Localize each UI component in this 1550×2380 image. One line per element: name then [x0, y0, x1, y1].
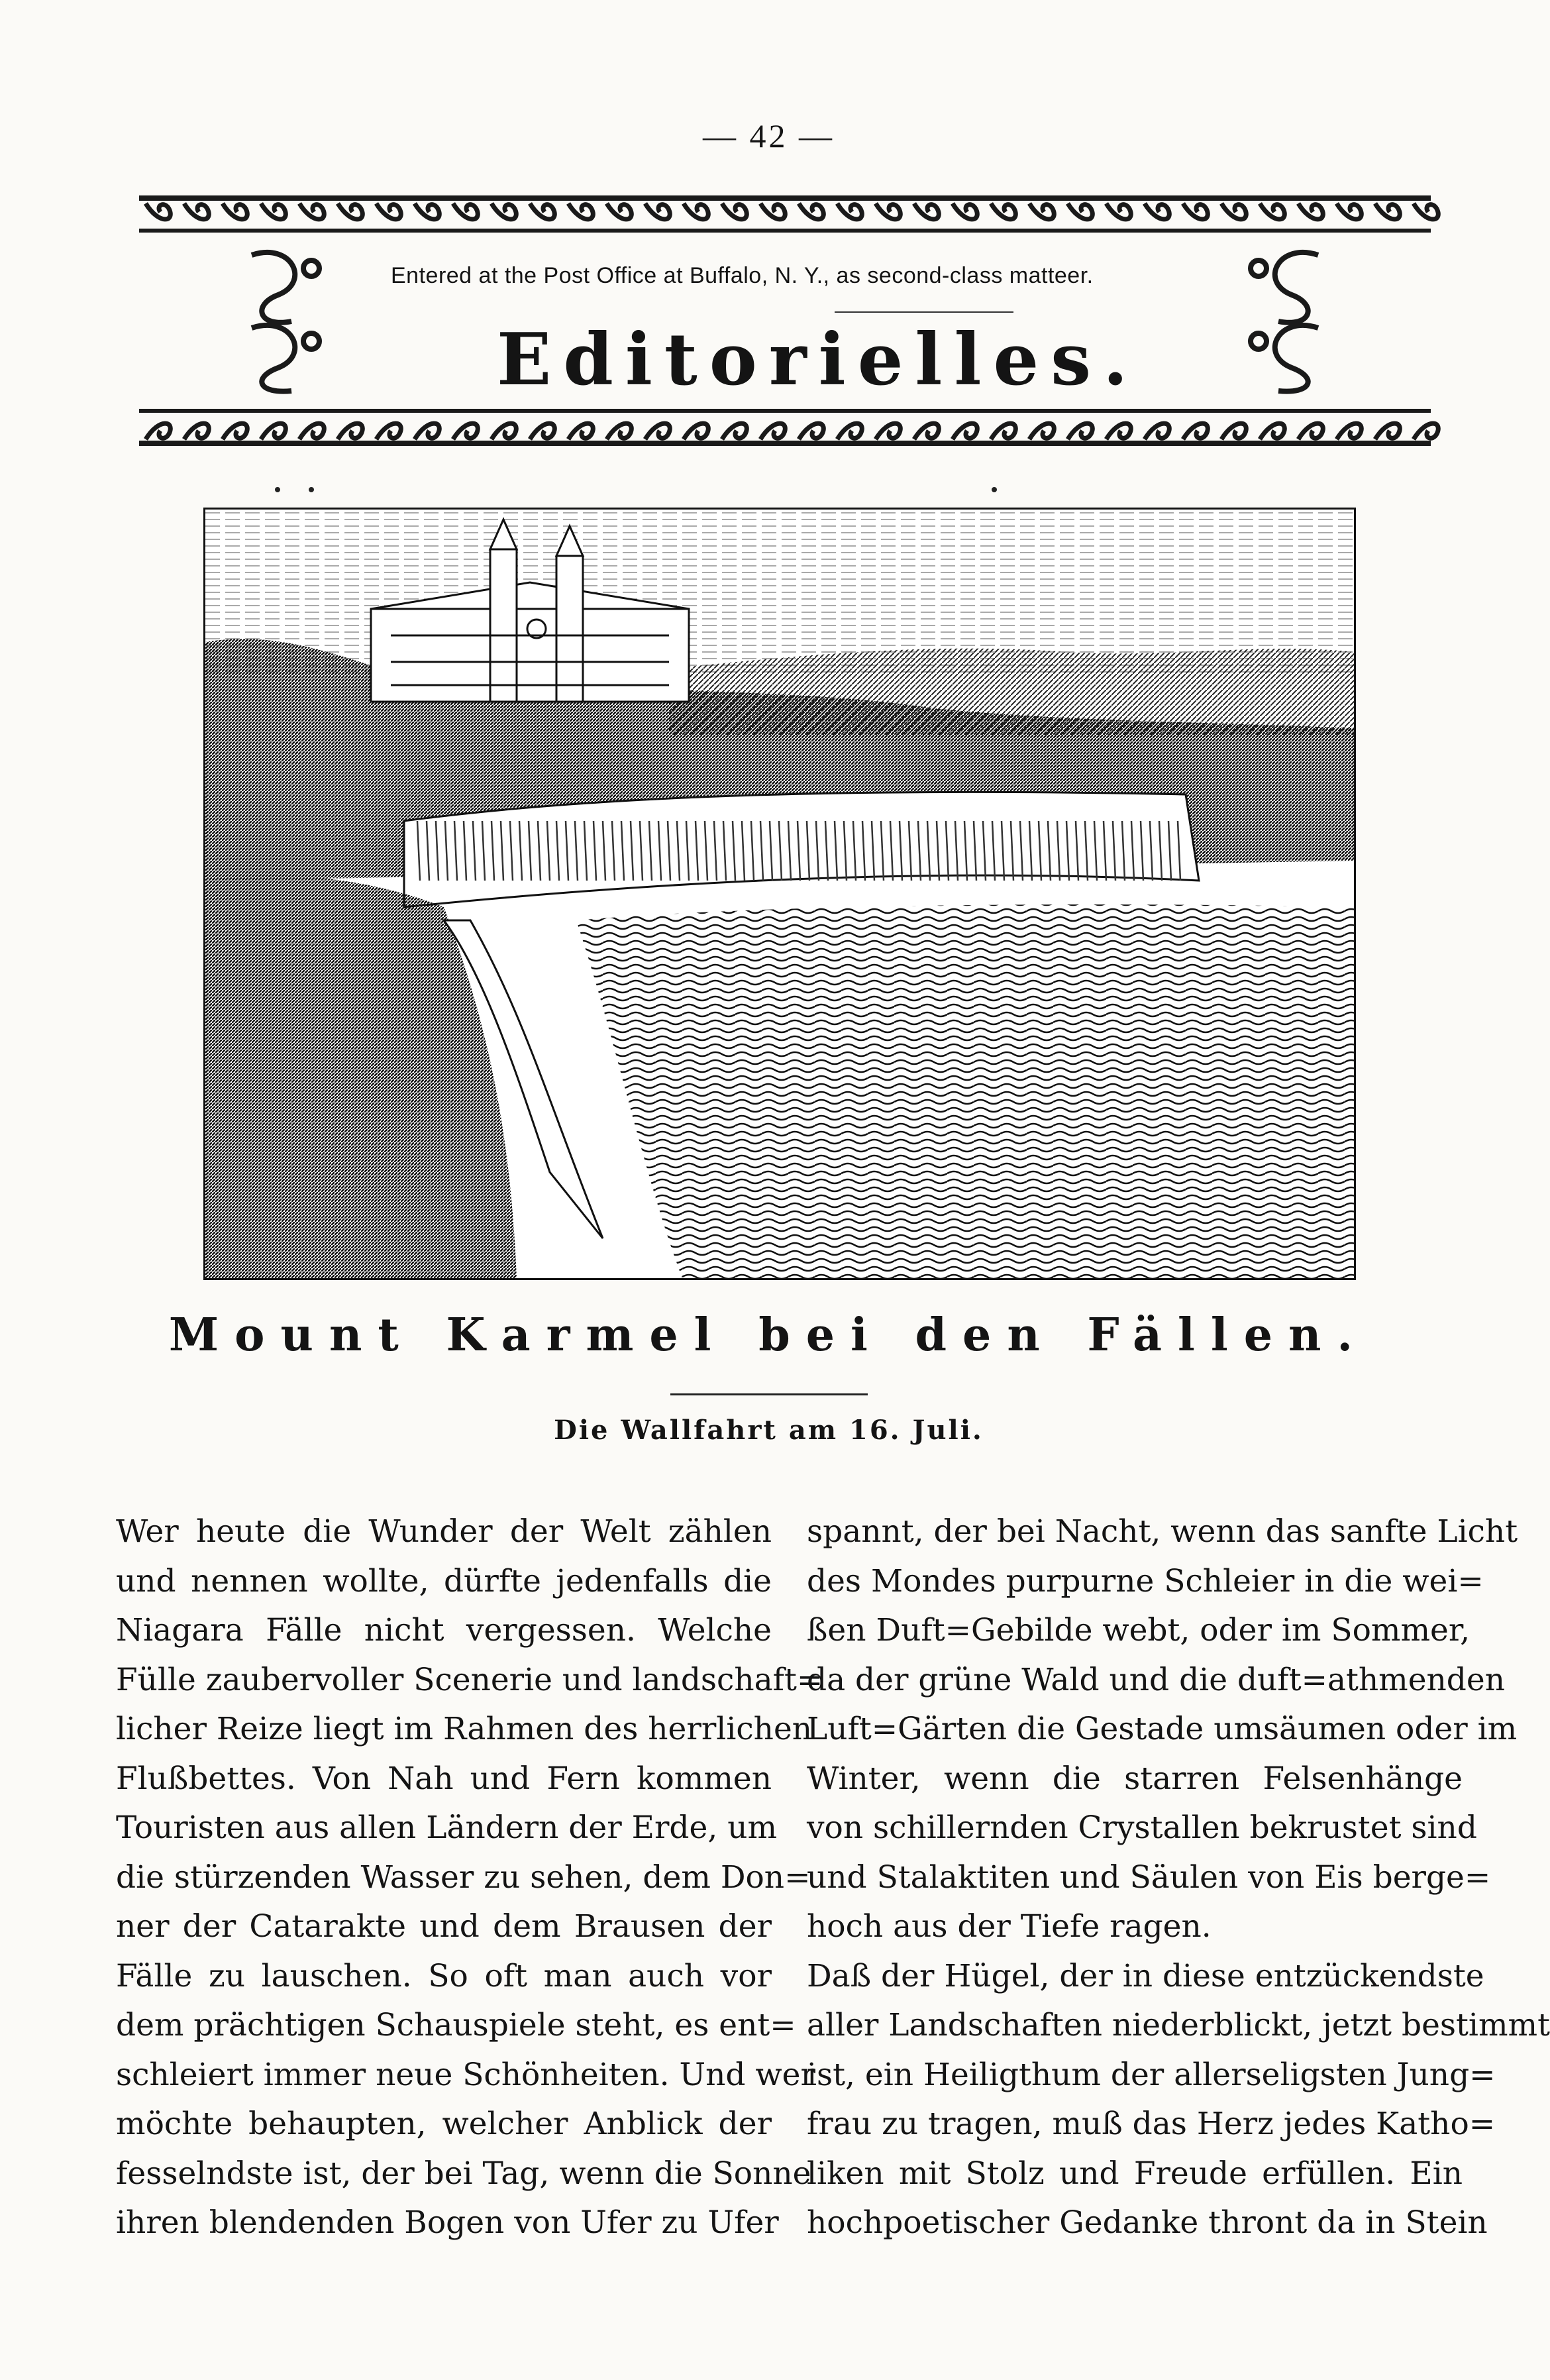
side-ornament-right: [1225, 242, 1338, 401]
text-line: ßen Duft=Gebilde webt, oder im Sommer,: [807, 1612, 1471, 1649]
text-line: liken mit Stolz und Freude erfüllen. Ein: [807, 2155, 1463, 2192]
text-line: da der grüne Wald und die duft=athmenden: [807, 1661, 1505, 1698]
text-line: hochpoetischer Gedanke thront da in Stein: [807, 2204, 1488, 2241]
side-ornament-left: [232, 242, 344, 401]
text-line: Luft=Gärten die Gestade umsäumen oder im: [807, 1711, 1518, 1747]
ornament-band-bottom: [139, 401, 1431, 454]
dot: [275, 487, 280, 492]
entry-notice: Entered at the Post Office at Buffalo, N. Y., as second-class matteer.: [391, 263, 1094, 288]
text-line: frau zu tragen, muß das Herz jedes Katho=: [807, 2106, 1496, 2142]
text-line: hoch aus der Tiefe ragen.: [807, 1908, 1212, 1945]
text-line: ner der Cataraktе und dem Brausen der: [116, 1908, 772, 1945]
text-line: fesselndste ist, der bei Tag, wenn die Sonne: [116, 2155, 811, 2192]
text-line: möchte behaupten, welcher Anblick der: [116, 2106, 772, 2142]
text-line: Touristen aus allen Ländern der Erde, um: [116, 1810, 778, 1846]
masthead: [139, 189, 1431, 467]
masthead-title: Editorielles.: [497, 318, 1140, 402]
page-number: — 42 —: [703, 117, 835, 154]
text-line: aller Landschaften niederblickt, jetzt bestimmt: [807, 2007, 1550, 2043]
engraving-niagara-falls-monastery: [203, 508, 1356, 1280]
text-line: Daß der Hügel, der in diese entzückendste: [807, 1957, 1484, 1994]
text-line: dem prächtigen Schauspiele steht, es ent=: [116, 2007, 796, 2043]
text-line: ihren blendenden Bogen von Ufer zu Ufer: [116, 2204, 779, 2241]
text-line: die stürzenden Wasser zu sehen, dem Don=: [116, 1859, 811, 1896]
text-column-left: [116, 1507, 823, 2248]
dot: [309, 487, 314, 492]
text-line: Fälle zu lauschen. So oft man auch vor: [116, 1957, 772, 1994]
text-line: Flußbettes. Von Nah und Fern kommen: [116, 1760, 772, 1797]
ornament-band-top: [139, 189, 1431, 242]
text-line: schleiert immer neue Schönheiten. Und wer: [116, 2056, 815, 2093]
text-line: und Stalaktiten und Säulen von Eis berge=: [807, 1859, 1491, 1896]
text-line: und nennen wollte, dürfte jedenfalls die: [116, 1562, 772, 1599]
article-title: Mount Karmel bei den Fällen.: [168, 1309, 1369, 1362]
text-line: Fülle zaubervoller Scenerie und landschaft=: [116, 1661, 823, 1698]
dot: [992, 487, 997, 492]
title-divider: [670, 1393, 868, 1395]
text-column-right: [807, 1507, 1550, 2248]
text-line: des Mondes purpurne Schleier in die wei=: [807, 1562, 1484, 1599]
text-line: Niagara Fälle nicht vergessen. Welche: [116, 1612, 772, 1649]
text-line: spannt, der bei Nacht, wenn das sanfte Licht: [807, 1513, 1518, 1550]
article-subtitle: Die Wallfahrt am 16. Juli.: [554, 1415, 984, 1446]
text-line: licher Reize liegt im Rahmen des herrlichen: [116, 1711, 813, 1747]
text-line: von schillernden Crystallen bekrustet sind: [807, 1810, 1477, 1846]
text-line: Wer heute die Wunder der Welt zählen: [116, 1513, 772, 1550]
text-line: ist, ein Heiligthum der allerseligsten Jung=: [807, 2056, 1496, 2093]
divider: [835, 311, 1013, 313]
text-line: Winter, wenn die starren Felsenhänge: [807, 1760, 1463, 1797]
